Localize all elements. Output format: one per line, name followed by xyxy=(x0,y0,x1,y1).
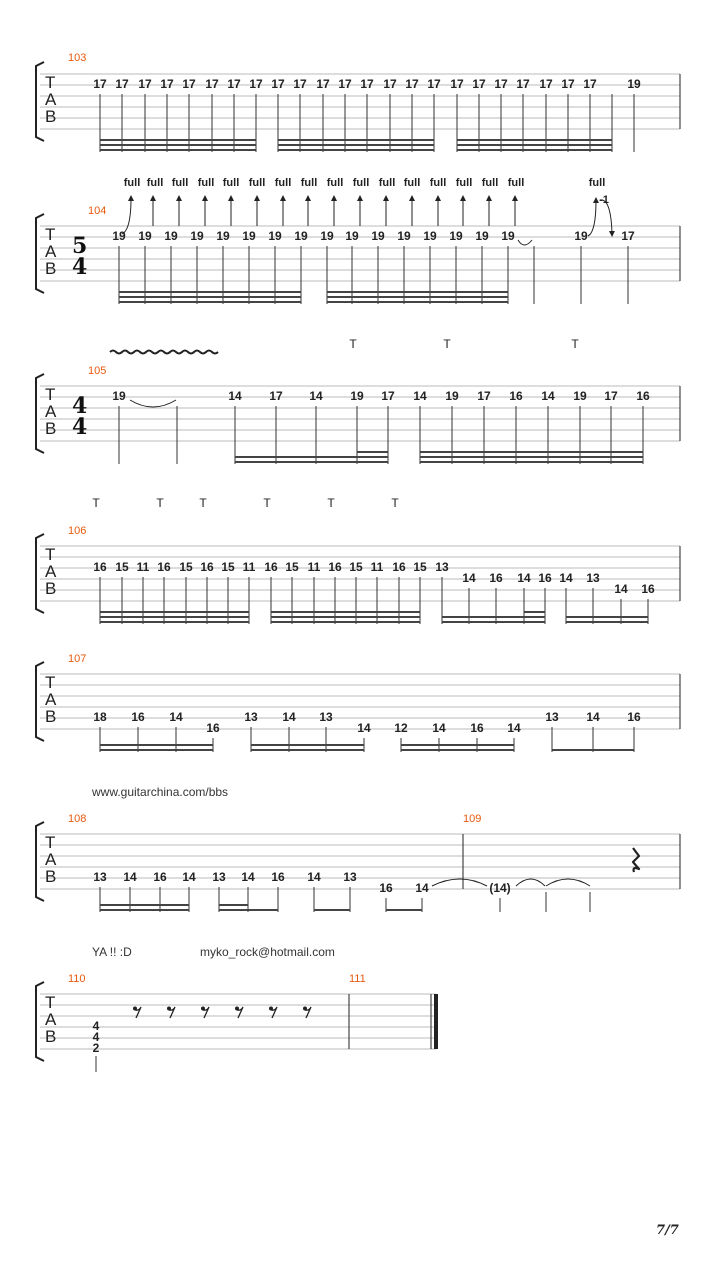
fret-note: 16 xyxy=(509,389,523,403)
tap-mark: T xyxy=(92,496,100,510)
fret-note: 18 xyxy=(93,710,107,724)
fret-note: 13 xyxy=(343,870,357,884)
fret-note: 13 xyxy=(212,870,226,884)
tie xyxy=(130,400,176,407)
bend-label: full xyxy=(171,177,189,189)
bend-label: full xyxy=(274,177,292,189)
tab-letter-a: A xyxy=(45,1010,57,1029)
time-signature-bottom: 4 xyxy=(72,254,88,280)
fret-note: 14 xyxy=(182,870,196,884)
fret-note: 17 xyxy=(115,77,129,91)
bend-label: full xyxy=(197,177,215,189)
fret-note: 14 xyxy=(228,389,242,403)
tap-mark: T xyxy=(156,496,164,510)
fret-note: 13 xyxy=(93,870,107,884)
tab-letter-b: B xyxy=(45,1027,57,1046)
fret-note: 19 xyxy=(573,389,587,403)
tap-mark: T xyxy=(443,337,451,351)
fret-note: 19 xyxy=(475,229,489,243)
fret-notes xyxy=(93,870,510,895)
tab-letter-a: A xyxy=(45,562,57,581)
note-stems xyxy=(100,887,590,912)
fret-note: 19 xyxy=(445,389,459,403)
fret-note: 14 xyxy=(307,870,321,884)
fret-note: 14 xyxy=(123,870,137,884)
fret-note: 15 xyxy=(285,560,299,574)
fret-note: 13 xyxy=(545,710,559,724)
beams xyxy=(119,292,508,302)
fret-note: 14 xyxy=(241,870,255,884)
tab-letter-b: B xyxy=(45,107,57,126)
fret-note: 17 xyxy=(138,77,152,91)
staff-lines xyxy=(40,994,436,1049)
fret-note: 17 xyxy=(269,389,283,403)
beams xyxy=(100,140,612,150)
tab-letter-b: B xyxy=(45,259,57,278)
tap-mark: T xyxy=(263,496,271,510)
measure-number: 109 xyxy=(463,813,482,825)
fret-note: 16 xyxy=(379,881,393,895)
bend-label: full xyxy=(222,177,240,189)
fret-note: 16 xyxy=(264,560,278,574)
fret-note: 15 xyxy=(179,560,193,574)
fret-note: 17 xyxy=(205,77,219,91)
note-stems xyxy=(100,94,634,152)
footer-note: YA !! :D xyxy=(92,945,132,959)
fret-note: 4 xyxy=(92,1030,100,1044)
fret-note: 4 xyxy=(92,1019,100,1033)
fret-note: 16 xyxy=(328,560,342,574)
fret-note: 19 xyxy=(112,389,126,403)
fret-note: 17 xyxy=(450,77,464,91)
bend-labels xyxy=(124,177,609,206)
fret-note: 14 xyxy=(541,389,555,403)
fret-note: 14 xyxy=(282,710,296,724)
tap-mark: T xyxy=(327,496,335,510)
fret-note: 14 xyxy=(357,721,371,735)
tie xyxy=(518,240,532,245)
fret-note: 16 xyxy=(200,560,214,574)
fret-note: 17 xyxy=(316,77,330,91)
fret-note: 19 xyxy=(371,229,385,243)
fret-note: (14) xyxy=(489,881,511,895)
tab-letter-b: B xyxy=(45,867,57,886)
tab-letter-t: T xyxy=(45,73,56,92)
fret-notes xyxy=(112,389,650,403)
system-4 xyxy=(36,496,680,624)
tab-letter-t: T xyxy=(45,673,56,692)
fret-note: 19 xyxy=(294,229,308,243)
tab-letter-t: T xyxy=(45,993,56,1012)
measure-number: 107 xyxy=(68,653,87,665)
fret-note: 17 xyxy=(249,77,263,91)
fret-note: 16 xyxy=(206,721,220,735)
fret-note: 17 xyxy=(293,77,307,91)
fret-note: 17 xyxy=(494,77,508,91)
fret-note: 17 xyxy=(405,77,419,91)
fret-note: 16 xyxy=(153,870,167,884)
time-signature-top: 4 xyxy=(72,393,88,419)
system-5 xyxy=(36,653,680,752)
bend-label: full xyxy=(403,177,421,189)
fret-note: 16 xyxy=(636,389,650,403)
measure-number: 103 xyxy=(68,52,87,64)
fret-note: 13 xyxy=(435,560,449,574)
measure-number: 104 xyxy=(88,205,107,217)
fret-note: 16 xyxy=(538,571,552,585)
fret-note: 17 xyxy=(561,77,575,91)
fret-note: 11 xyxy=(307,560,321,574)
tap-mark: T xyxy=(571,337,579,351)
bend-label: full xyxy=(300,177,318,189)
fret-note: 19 xyxy=(164,229,178,243)
fret-note: 17 xyxy=(360,77,374,91)
fret-note: 11 xyxy=(370,560,384,574)
measure-number: 106 xyxy=(68,525,87,537)
fret-note: 19 xyxy=(112,229,126,243)
fret-note: 15 xyxy=(413,560,427,574)
system-7 xyxy=(36,973,436,1072)
fret-note: 14 xyxy=(517,571,531,585)
fret-note: 14 xyxy=(614,582,628,596)
fret-note: 13 xyxy=(586,571,600,585)
bend-label: full xyxy=(326,177,344,189)
tab-letter-a: A xyxy=(45,850,57,869)
fret-note: 17 xyxy=(516,77,530,91)
measure-number: 108 xyxy=(68,813,87,825)
tap-marks xyxy=(349,337,579,351)
page-number: 7/7 xyxy=(656,1223,679,1238)
fret-note: 14 xyxy=(169,710,183,724)
fret-note: 19 xyxy=(138,229,152,243)
fret-note: 15 xyxy=(349,560,363,574)
fret-note: 16 xyxy=(392,560,406,574)
fret-note: 17 xyxy=(227,77,241,91)
fret-note: 2 xyxy=(92,1041,100,1055)
fret-note: 16 xyxy=(641,582,655,596)
measure-number: 111 xyxy=(349,973,366,985)
system-6 xyxy=(36,813,680,912)
fret-note: 17 xyxy=(271,77,285,91)
fret-note: 14 xyxy=(309,389,323,403)
fret-note: 19 xyxy=(627,77,641,91)
fret-note: 17 xyxy=(383,77,397,91)
tab-letter-b: B xyxy=(45,707,57,726)
system-3 xyxy=(36,337,680,464)
time-signature-top: 5 xyxy=(72,233,88,259)
fret-note: 19 xyxy=(574,229,588,243)
fret-note: 14 xyxy=(415,881,429,895)
fret-note: 17 xyxy=(381,389,395,403)
fret-note: 17 xyxy=(621,229,635,243)
fret-notes xyxy=(93,560,655,596)
beams xyxy=(235,452,643,462)
tab-letter-b: B xyxy=(45,579,57,598)
fret-note: 19 xyxy=(423,229,437,243)
fret-note: 16 xyxy=(489,571,503,585)
bend-label: full xyxy=(588,177,606,189)
tap-mark: T xyxy=(391,496,399,510)
fret-note: 19 xyxy=(190,229,204,243)
tab-letter-t: T xyxy=(45,545,56,564)
fret-note: 19 xyxy=(268,229,282,243)
fret-note: 16 xyxy=(470,721,484,735)
note-stems xyxy=(119,406,643,464)
bend-label: full xyxy=(123,177,141,189)
fret-note: 19 xyxy=(320,229,334,243)
tab-letter-t: T xyxy=(45,225,56,244)
tab-letter-a: A xyxy=(45,402,57,421)
tab-letter-t: T xyxy=(45,833,56,852)
tap-mark: T xyxy=(349,337,357,351)
note-stems xyxy=(119,246,628,304)
fret-note: 19 xyxy=(345,229,359,243)
fret-note: 17 xyxy=(427,77,441,91)
bend-label: full xyxy=(248,177,266,189)
bend-label: full xyxy=(146,177,164,189)
bend-label: full xyxy=(507,177,525,189)
bend-label: full xyxy=(378,177,396,189)
tab-letter-a: A xyxy=(45,242,57,261)
fret-note: 16 xyxy=(627,710,641,724)
fret-note: 15 xyxy=(221,560,235,574)
fret-note: 14 xyxy=(413,389,427,403)
tab-letter-t: T xyxy=(45,385,56,404)
beams xyxy=(100,745,634,750)
fret-notes xyxy=(112,229,635,243)
fret-note: 17 xyxy=(93,77,107,91)
fret-note: 16 xyxy=(271,870,285,884)
fret-note: 17 xyxy=(160,77,174,91)
tab-letter-a: A xyxy=(45,90,57,109)
fret-note: 14 xyxy=(586,710,600,724)
website-text: www.guitarchina.com/bbs xyxy=(92,785,229,799)
fret-note: 11 xyxy=(136,560,150,574)
fret-note: 12 xyxy=(394,721,408,735)
fret-note: 19 xyxy=(242,229,256,243)
beams xyxy=(100,905,422,910)
tab-letter-b: B xyxy=(45,419,57,438)
tap-marks xyxy=(92,496,399,510)
fret-note: 16 xyxy=(157,560,171,574)
bend-label: full xyxy=(455,177,473,189)
fret-note: 16 xyxy=(93,560,107,574)
email-text: myko_rock@hotmail.com xyxy=(200,945,335,959)
time-signature-bottom: 4 xyxy=(72,414,88,440)
fret-note: 17 xyxy=(472,77,486,91)
bend-label: full xyxy=(481,177,499,189)
fret-note: 19 xyxy=(501,229,515,243)
fret-note: 19 xyxy=(397,229,411,243)
tab-letter-a: A xyxy=(45,690,57,709)
fret-note: 14 xyxy=(507,721,521,735)
fret-notes xyxy=(93,77,641,91)
system-1 xyxy=(36,52,680,152)
bend-label: full xyxy=(429,177,447,189)
fret-note: 19 xyxy=(216,229,230,243)
fret-notes xyxy=(93,710,641,735)
measure-number: 110 xyxy=(68,973,86,985)
measure-number: 105 xyxy=(88,365,107,377)
fret-note: 15 xyxy=(115,560,129,574)
system-2 xyxy=(36,177,680,304)
fret-note: 17 xyxy=(477,389,491,403)
tap-mark: T xyxy=(199,496,207,510)
fret-note: 19 xyxy=(350,389,364,403)
bend-label: full xyxy=(352,177,370,189)
fret-note: 17 xyxy=(583,77,597,91)
fret-note: 17 xyxy=(604,389,618,403)
fret-note: 13 xyxy=(244,710,258,724)
fret-note: 14 xyxy=(462,571,476,585)
fret-note: 14 xyxy=(559,571,573,585)
vibrato-line xyxy=(110,351,218,354)
fret-note: 16 xyxy=(131,710,145,724)
fret-note: 17 xyxy=(182,77,196,91)
fret-note: 17 xyxy=(539,77,553,91)
fret-note: 19 xyxy=(449,229,463,243)
fret-note: 14 xyxy=(432,721,446,735)
chord xyxy=(93,1019,100,1055)
release-label: -1 xyxy=(599,194,609,206)
quarter-rest xyxy=(633,848,639,872)
fret-note: 11 xyxy=(242,560,256,574)
fret-note: 17 xyxy=(338,77,352,91)
ties xyxy=(432,879,590,886)
fret-note: 13 xyxy=(319,710,333,724)
